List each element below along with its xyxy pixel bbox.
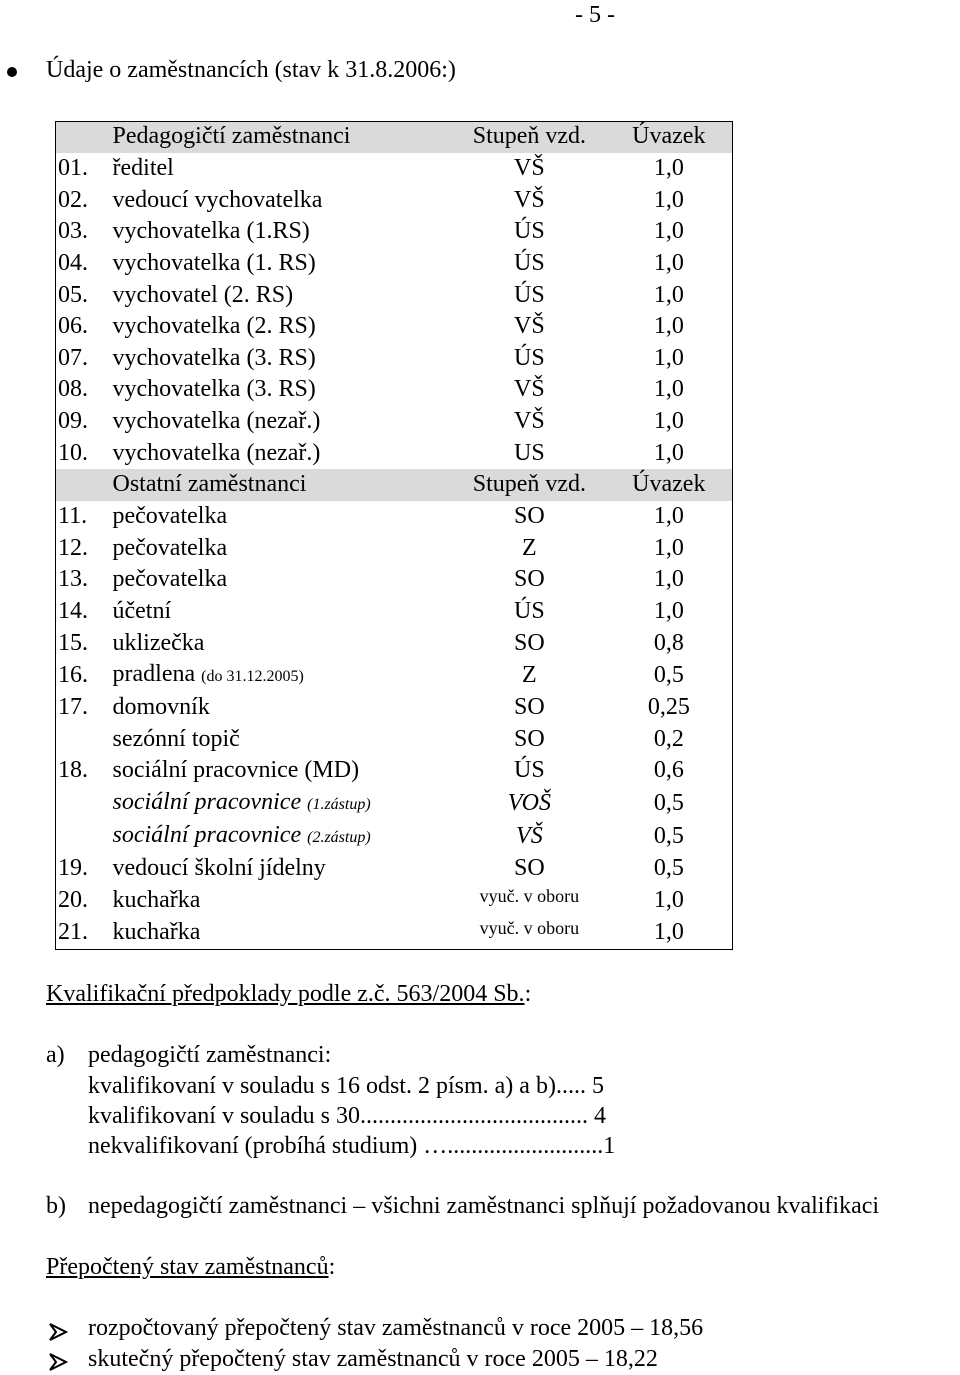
row-name: vychovatel (2. RS): [112, 281, 294, 308]
row-name-cell: [105, 311, 455, 343]
table-row: [55, 916, 733, 948]
qualification-a-title: pedagogičtí zaměstnanci:: [88, 1042, 332, 1068]
fte-item-budgeted: rozpočtovaný přepočtený stav zaměstnanců v roce 2005 – 18,56: [88, 1315, 704, 1341]
row-name-cell: [105, 501, 455, 533]
table-row: [55, 437, 733, 469]
row-education: ÚS: [514, 218, 545, 245]
row-name: vychovatelka (3. RS): [112, 376, 316, 403]
row-name: uklizečka: [112, 629, 205, 656]
row-education: VŠ: [514, 313, 545, 340]
qualification-a-line-3: nekvalifikovaní (probíhá studium) …..........................1: [88, 1133, 616, 1159]
row-education: VŠ: [514, 408, 545, 435]
row-education: ÚS: [514, 597, 545, 624]
table-row: [55, 216, 733, 248]
row-load-cell: 1,0: [653, 376, 684, 403]
row-number-cell: 07.: [58, 344, 88, 371]
row-education-cell: [454, 820, 605, 853]
header-number-cell: [55, 469, 105, 501]
row-load-cell: 0,6: [653, 757, 684, 784]
qualification-a-line-1: kvalifikovaní v souladu s 16 odst. 2 písm. a) a b)..... 5: [88, 1073, 604, 1099]
table-header-row: [55, 121, 733, 153]
row-load-cell: 0,5: [653, 661, 684, 688]
row-education-cell: [454, 787, 605, 820]
row-name: sociální pracovnice: [112, 821, 302, 848]
row-name: vychovatelka (1. RS): [112, 249, 316, 276]
row-number-cell: 08.: [58, 376, 88, 403]
table-row: [55, 724, 733, 756]
row-load-cell: 0,25: [647, 694, 690, 721]
row-name-cell: [105, 659, 455, 692]
row-number-cell: 12.: [58, 534, 88, 561]
row-education-cell: [454, 884, 605, 916]
row-education: VOŠ: [507, 789, 552, 816]
header-name-cell: Ostatní zaměstnanci: [105, 469, 455, 501]
table-row: [55, 406, 733, 438]
row-education-cell: [454, 853, 605, 885]
table-row: [55, 692, 733, 724]
table-row: [55, 884, 733, 916]
row-education: SO: [514, 694, 545, 721]
row-name: vychovatelka (1.RS): [112, 218, 310, 245]
fte-item-actual: skutečný přepočtený stav zaměstnanců v roce 2005 – 18,22: [88, 1346, 658, 1372]
row-load-cell: 1,0: [653, 218, 684, 245]
qualification-title: [46, 981, 531, 1008]
row-education-cell: [454, 659, 605, 692]
row-name-cell: [105, 787, 455, 820]
table-row: [55, 564, 733, 596]
header-load-cell: Úvazek: [605, 121, 733, 153]
row-name: vedoucí vychovatelka: [112, 186, 323, 213]
row-education-cell: [454, 564, 605, 596]
row-number-cell: 03.: [58, 218, 88, 245]
row-name: vedoucí školní jídelny: [112, 855, 326, 882]
row-education-cell: [454, 279, 605, 311]
table-row: [55, 279, 733, 311]
row-load-cell: 1,0: [653, 439, 684, 466]
row-education-cell: [454, 627, 605, 659]
qualification-a-label: a): [46, 1042, 65, 1068]
arrow-bullet-icon: [48, 1322, 68, 1342]
row-education: ÚS: [514, 249, 545, 276]
row-name: pečovatelka: [112, 566, 228, 593]
row-education-cell: [454, 406, 605, 438]
row-education: VŠ: [514, 376, 545, 403]
row-number-cell: 02.: [58, 186, 88, 213]
qualification-title-text: Kvalifikační předpoklady podle z.č. 563/2004 Sb.: [46, 981, 525, 1007]
row-education: SO: [514, 855, 545, 882]
header-education-cell: Stupeň vzd.: [454, 469, 605, 501]
row-note: (do 31.12.2005): [201, 667, 304, 685]
fte-title: [46, 1254, 335, 1281]
row-name-cell: [105, 216, 455, 248]
row-number-cell: 04.: [58, 249, 88, 276]
row-number-cell: 17.: [58, 694, 88, 721]
row-name-cell: [105, 596, 455, 628]
row-load-cell: 0,5: [653, 822, 684, 849]
row-number-cell: 21.: [58, 918, 88, 945]
row-load-cell: 0,8: [653, 629, 684, 656]
row-load-cell: 1,0: [653, 249, 684, 276]
table-row: [55, 342, 733, 374]
table-row: [55, 532, 733, 564]
qualification-title-colon: :: [524, 981, 532, 1007]
row-number-cell: [55, 787, 105, 820]
row-number-cell: 01.: [58, 154, 88, 181]
row-name: vychovatelka (nezař.): [112, 439, 321, 466]
staff-table: [55, 121, 733, 948]
row-name-cell: [105, 153, 455, 185]
row-name: pečovatelka: [112, 534, 228, 561]
row-name: domovník: [112, 694, 210, 721]
row-education: SO: [514, 503, 545, 529]
table-row: [55, 153, 733, 185]
row-education-cell: [454, 248, 605, 280]
row-education-cell: [454, 692, 605, 724]
row-name-cell: [105, 820, 455, 853]
row-education: Z: [522, 661, 537, 688]
row-education-cell: [454, 501, 605, 533]
fte-title-text: Přepočtený stav zaměstnanců: [46, 1254, 329, 1280]
row-number-cell: 16.: [58, 661, 88, 688]
row-name: sociální pracovnice: [112, 788, 302, 815]
row-number-cell: 05.: [58, 281, 88, 308]
row-number-cell: [55, 820, 105, 853]
qualification-b-text: nepedagogičtí zaměstnanci – všichni zaměstnanci splňují požadovanou kvalifikaci: [88, 1193, 880, 1219]
row-education: US: [514, 439, 545, 466]
row-number-cell: 18.: [58, 757, 88, 784]
row-education: ÚS: [514, 281, 545, 308]
row-education: VŠ: [514, 186, 545, 213]
row-name-cell: [105, 627, 455, 659]
row-load-cell: 0,2: [653, 725, 684, 752]
row-name: vychovatelka (nezař.): [112, 408, 321, 435]
row-education: SO: [514, 566, 545, 593]
table-row: [55, 501, 733, 533]
row-note: (1.zástup): [307, 795, 371, 813]
row-education: SO: [514, 629, 545, 656]
row-education-cell: [454, 916, 605, 948]
row-education-cell: [454, 374, 605, 406]
row-load-cell: 1,0: [653, 566, 684, 593]
row-name: vychovatelka (2. RS): [112, 313, 316, 340]
table-row: [55, 755, 733, 787]
row-number-cell: 13.: [58, 566, 88, 593]
row-load-cell: 1,0: [653, 408, 684, 435]
row-load-cell: 1,0: [653, 597, 684, 624]
header-load-cell: Úvazek: [605, 469, 733, 501]
row-load-cell: 1,0: [653, 503, 684, 529]
row-education: vyuč. v oboru: [479, 918, 580, 939]
row-name-cell: [105, 279, 455, 311]
row-education: Z: [522, 534, 537, 561]
table-row: [55, 820, 733, 853]
table-row: [55, 659, 733, 692]
row-load-cell: 0,5: [653, 789, 684, 816]
row-number-cell: 09.: [58, 408, 88, 435]
page-number: - 5 -: [575, 2, 615, 28]
row-load-cell: 1,0: [653, 186, 684, 213]
row-name-cell: [105, 916, 455, 948]
row-name-cell: [105, 374, 455, 406]
row-education-cell: [454, 755, 605, 787]
row-education: VŠ: [516, 822, 543, 849]
row-education-cell: [454, 153, 605, 185]
row-name-cell: [105, 406, 455, 438]
row-load-cell: 1,0: [653, 534, 684, 561]
row-name: kuchařka: [112, 918, 201, 945]
header-number-cell: [55, 121, 105, 153]
row-education-cell: [454, 311, 605, 343]
row-name: sezónní topič: [112, 725, 240, 752]
qualification-a-line-2: kvalifikovaní v souladu s 30...................................... 4: [88, 1103, 606, 1129]
row-name-cell: [105, 248, 455, 280]
row-education: vyuč. v oboru: [479, 886, 580, 907]
row-name-cell: [105, 692, 455, 724]
row-name-cell: [105, 853, 455, 885]
row-number-cell: 14.: [58, 597, 88, 624]
table-row: [55, 184, 733, 216]
row-number-cell: [55, 724, 105, 756]
row-load-cell: 1,0: [653, 344, 684, 371]
bullet-icon: [7, 67, 17, 77]
row-number-cell: 20.: [58, 886, 88, 913]
row-name: pečovatelka: [112, 503, 228, 529]
table-header-row: [55, 469, 733, 501]
row-load-cell: 1,0: [653, 313, 684, 340]
table-row: [55, 311, 733, 343]
row-number-cell: 06.: [58, 313, 88, 340]
section-heading: Údaje o zaměstnancích (stav k 31.8.2006:): [46, 57, 456, 83]
row-note: (2.zástup): [307, 828, 371, 846]
row-load-cell: 1,0: [653, 918, 684, 945]
row-education: ÚS: [514, 344, 545, 371]
row-number-cell: 10.: [58, 439, 88, 466]
row-load-cell: 1,0: [653, 281, 684, 308]
row-number-cell: 11.: [58, 503, 88, 529]
table-row: [55, 248, 733, 280]
row-name: kuchařka: [112, 886, 201, 913]
row-education-cell: [454, 437, 605, 469]
row-number-cell: 15.: [58, 629, 88, 656]
row-name-cell: [105, 184, 455, 216]
row-education: SO: [514, 725, 545, 752]
row-education-cell: [454, 184, 605, 216]
row-education-cell: [454, 724, 605, 756]
row-load-cell: 1,0: [653, 886, 684, 913]
row-education-cell: [454, 342, 605, 374]
row-name: ředitel: [112, 154, 174, 181]
table-row: [55, 596, 733, 628]
fte-title-colon: :: [328, 1254, 336, 1280]
row-education-cell: [454, 596, 605, 628]
row-name: účetní: [112, 597, 172, 624]
row-education: VŠ: [514, 154, 545, 181]
header-education-cell: Stupeň vzd.: [454, 121, 605, 153]
row-name-cell: [105, 755, 455, 787]
table-row: [55, 853, 733, 885]
row-name: sociální pracovnice (MD): [112, 757, 360, 784]
row-name-cell: [105, 564, 455, 596]
row-name: pradlena: [112, 660, 196, 687]
row-name: vychovatelka (3. RS): [112, 344, 316, 371]
qualification-b-label: b): [46, 1193, 66, 1219]
row-number-cell: 19.: [58, 855, 88, 882]
row-education: ÚS: [514, 757, 545, 784]
row-education-cell: [454, 532, 605, 564]
row-education-cell: [454, 216, 605, 248]
arrow-bullet-icon: [48, 1352, 68, 1372]
table-row: [55, 374, 733, 406]
row-name-cell: [105, 437, 455, 469]
row-load-cell: 0,5: [653, 855, 684, 882]
row-name-cell: [105, 532, 455, 564]
row-name-cell: [105, 342, 455, 374]
header-name-cell: Pedagogičtí zaměstnanci: [105, 121, 455, 153]
table-row: [55, 787, 733, 820]
row-name-cell: [105, 724, 455, 756]
table-row: [55, 627, 733, 659]
row-load-cell: 1,0: [653, 154, 684, 181]
row-name-cell: [105, 884, 455, 916]
